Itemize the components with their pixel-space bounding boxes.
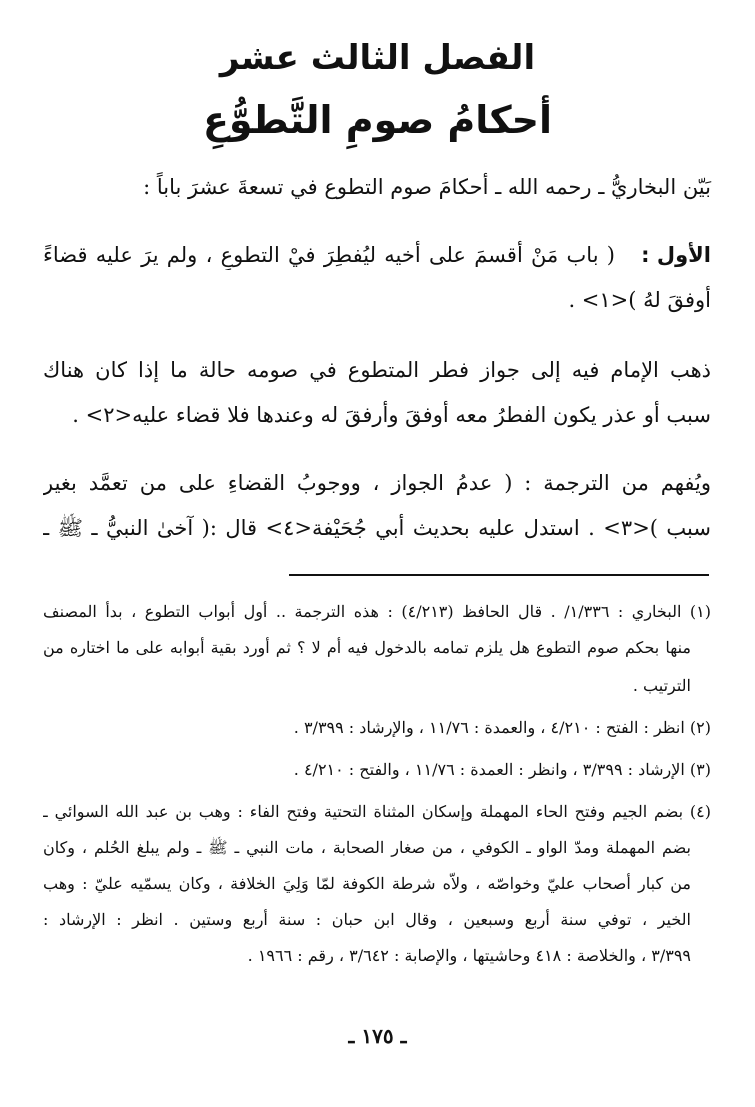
chapter-heading: الفصل الثالث عشر xyxy=(219,38,536,78)
footnote-4-line-1: (٤) بضم الجيم وفتح الحاء المهملة وإسكان المثناة التحتية وفتح الفاء : وهب بن عبد الله السوائي ـ xyxy=(43,802,711,821)
first-chapter-line-1: ( باب مَنْ أقسمَ على أخيه ليُفطِرَ فيْ التطوعِ ، ولم يرَ عليه قضاءً xyxy=(43,243,615,267)
first-chapter-label: الأول : xyxy=(641,243,711,267)
footnote-1-line-2: منها بحكم صوم التطوع هل يلزم تمامه بالدخول فيه أم لا ؟ ثم أورد بقية أبوابه على ما اختاره من xyxy=(43,638,691,657)
footnote-3: (٣) الإرشاد : ٣/٣٩٩ ، وانظر : العمدة : ١١/٧٦ ، والفتح : ٤/٢١٠ . xyxy=(293,760,711,779)
paragraph-3-line-1: ويُفهم من الترجمة : ( عدمُ الجواز ، ووجوبُ القضاءِ على من تعمَّد بغير xyxy=(43,471,711,495)
first-chapter-line-2: أوفقَ لهُ )<١> . xyxy=(568,288,711,312)
footnote-4-line-3: من كبار أصحاب عليّ وخواصّه ، ولاّه شرطة الكوفة لمّا وَلِيَ الخلافة ، وكان يسمّيه عليّ : وهب xyxy=(43,874,691,893)
footnote-divider xyxy=(289,574,709,576)
footnote-4-line-4: الخير ، توفي سنة أربع وسبعين ، وقال ابن حبان : سنة أربع وستين . انظر : الإرشاد : xyxy=(43,910,691,929)
intro-line: بَيّن البخاريُّ ـ رحمه الله ـ أحكامَ صوم التطوع في تسعةَ عشرَ باباً : xyxy=(143,175,711,199)
chapter-title: أحكامُ صومِ التَّطوُّعِ xyxy=(202,98,553,142)
footnote-4-line-2: بضم المهملة ومدّ الواو ـ الكوفي ، من صغار الصحابة ، مات النبي ـ ﷺ ـ ولم يبلغ الحُلم ، وكان xyxy=(43,838,691,857)
paragraph-3-line-2: سبب )<٣> . استدل عليه بحديث أبي جُحَيْفة<٤> قال :( آخىٰ النبيُّ ـ ﷺ ـ xyxy=(43,516,711,540)
paragraph-2-line-2: سبب أو عذر يكون الفطرُ معه أوفقَ وأرفقَ له وعندها فلا قضاء عليه<٢> . xyxy=(72,403,711,427)
footnote-2: (٢) انظر : الفتح : ٤/٢١٠ ، والعمدة : ١١/٧٦ ، والإرشاد : ٣/٣٩٩ . xyxy=(293,718,711,737)
footnote-1-line-3: الترتيب . xyxy=(632,676,691,695)
footnote-1-line-1: (١) البخاري : ١/٣٣٦/ . قال الحافظ (٤/٢١٣) : هذه الترجمة .. أول أبواب التطوع ، بدأ المصنف xyxy=(43,602,711,621)
footnote-4-line-5: ٣/٣٩٩ ، والخلاصة : ٤١٨ وحاشيتها ، والإصابة : ٣/٦٤٢ ، رقم : ١٩٦٦ . xyxy=(247,946,691,965)
page-number: ـ ١٧٥ ـ xyxy=(348,1024,407,1048)
paragraph-2-line-1: ذهب الإمام فيه إلى جواز فطر المتطوع في صومه حالة ما إذا كان هناك xyxy=(43,358,711,382)
